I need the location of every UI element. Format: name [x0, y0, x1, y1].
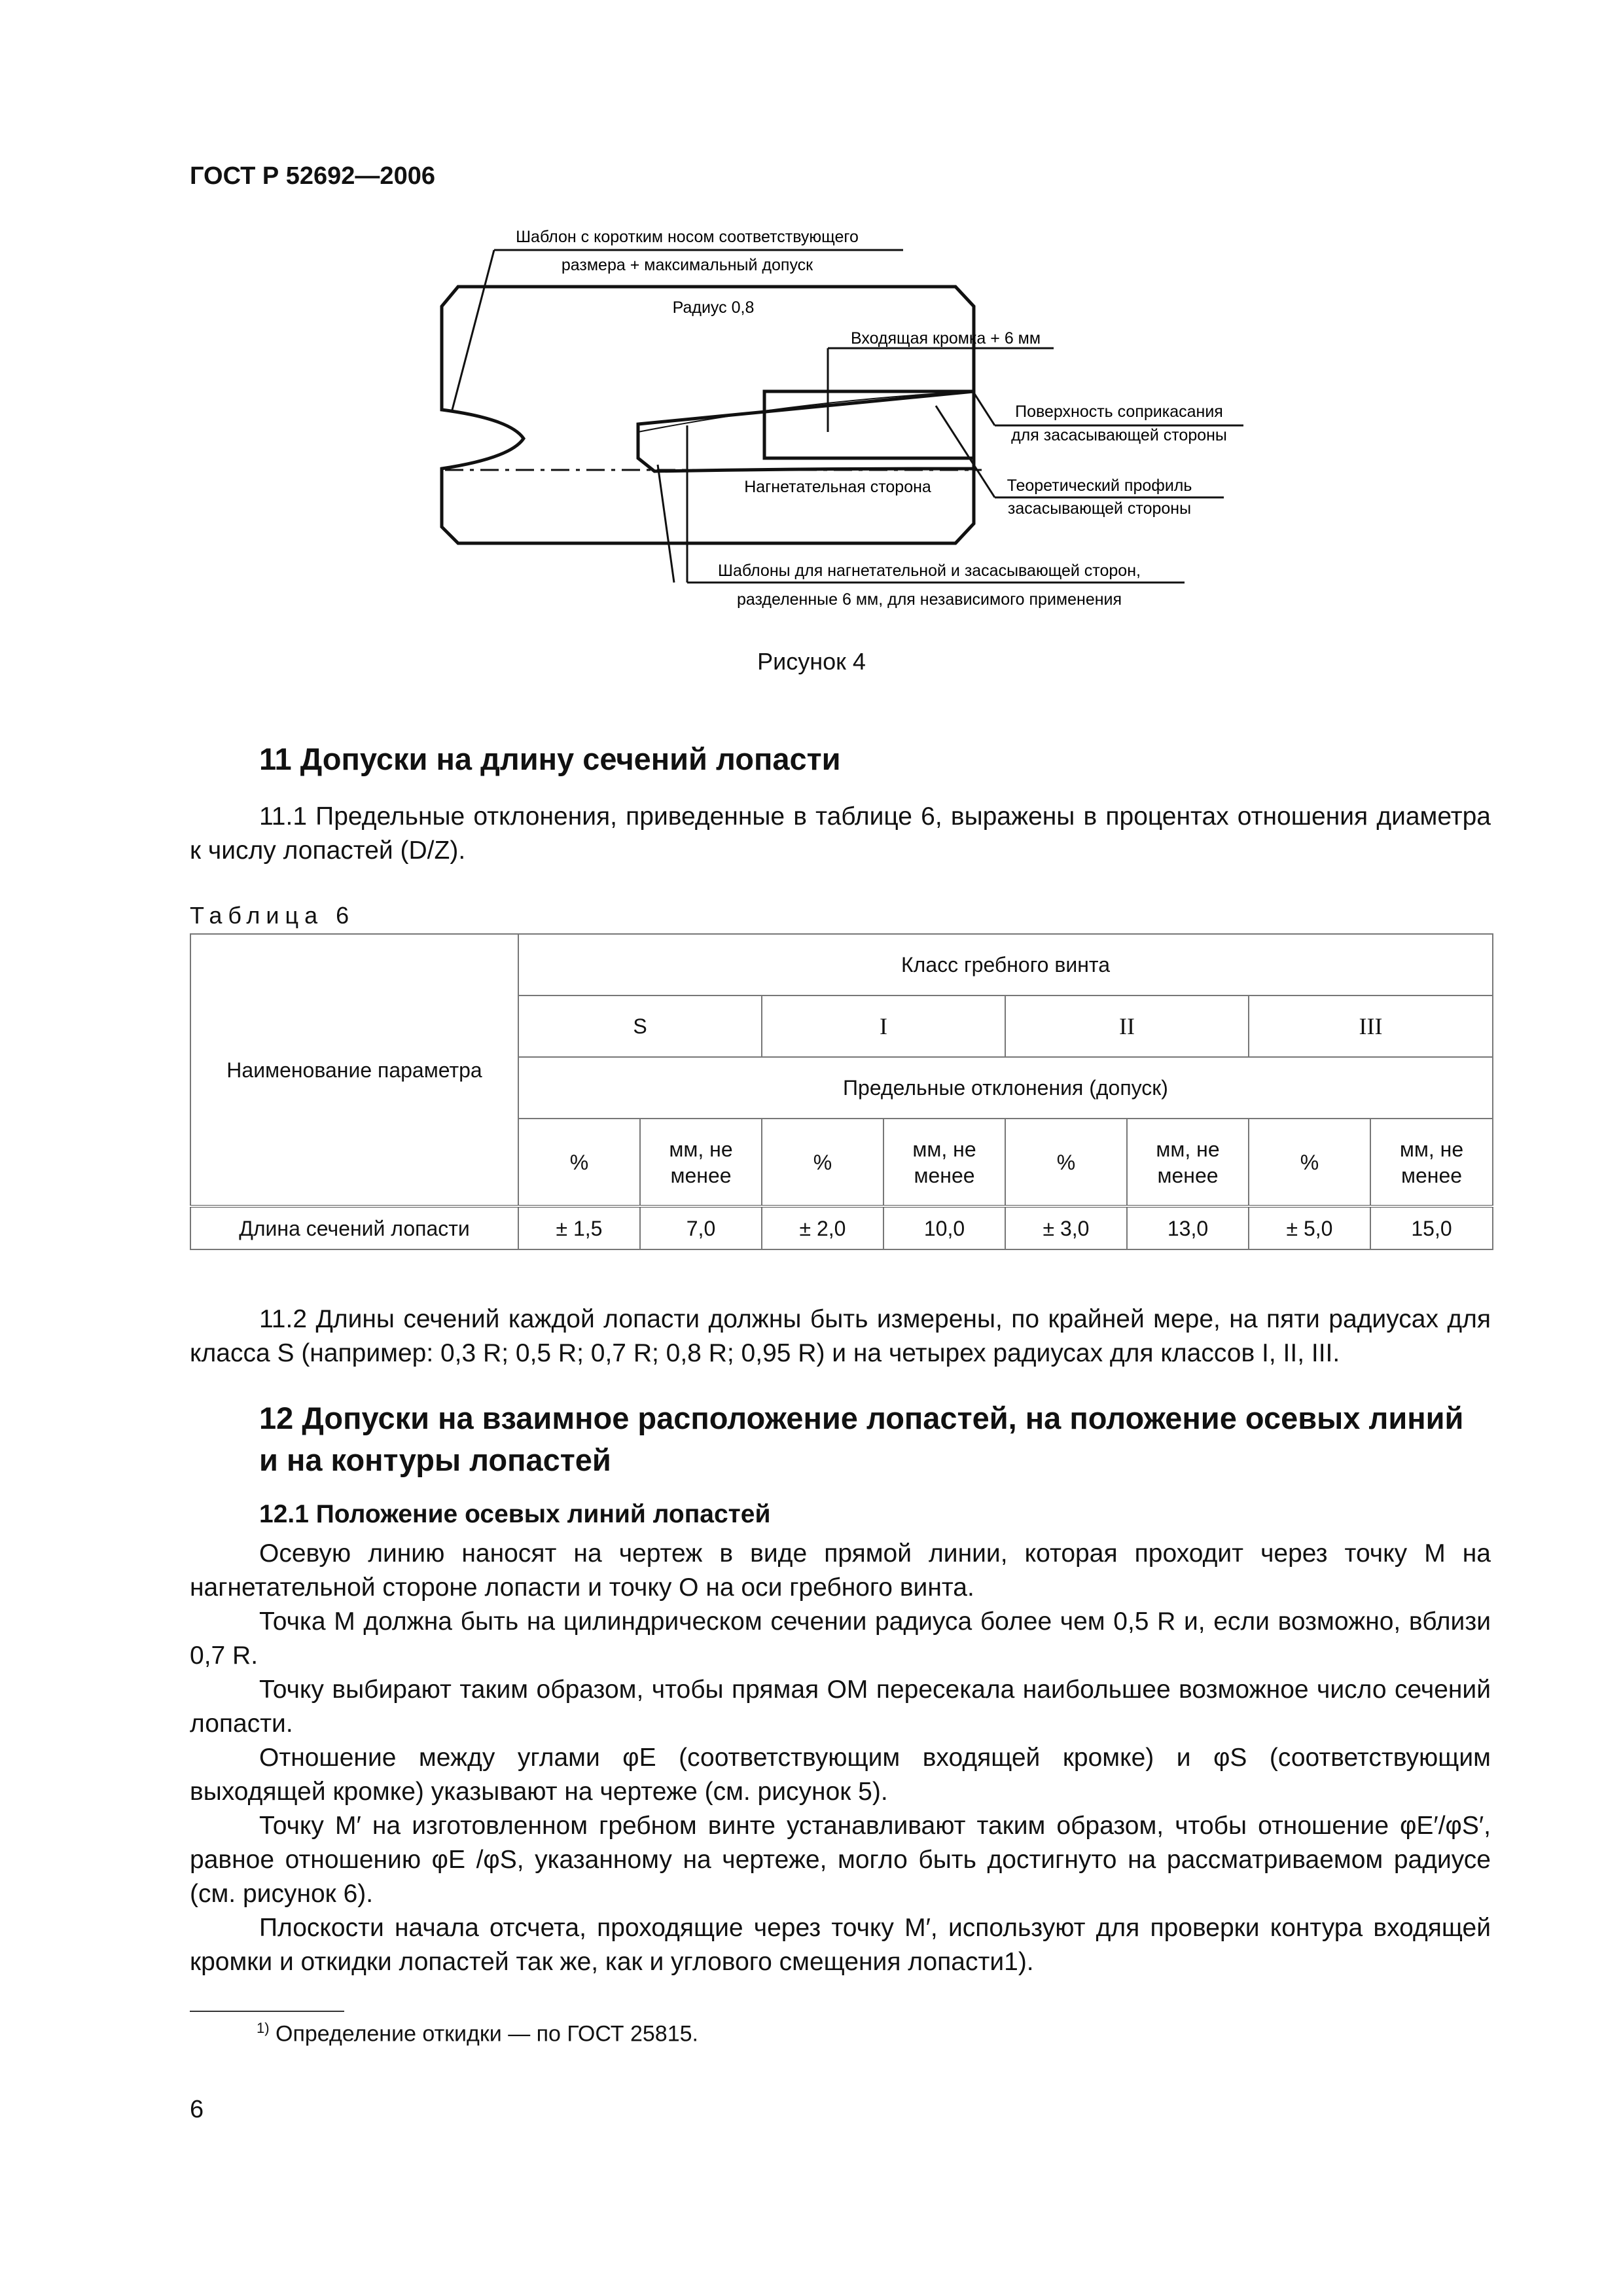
cell: 7,0: [640, 1206, 762, 1249]
paragraph: Осевую линию наносят на чертеж в виде прямой линии, которая проходит через точку M на нагнетательной стороне лопасти и точку O на оси гребного винта.: [190, 1539, 1491, 1602]
paragraph: Точку выбирают таким образом, чтобы прямая OM пересекала наибольшее возможное число сечений лопасти.: [190, 1676, 1491, 1738]
label-templates-2: разделенные 6 мм, для независимого применения: [736, 590, 1122, 609]
class-i: I: [762, 996, 1005, 1057]
paragraph: Точка M должна быть на цилиндрическом сечении радиуса более чем 0,5 R и, если возможно, вблизи 0,7 R.: [190, 1607, 1491, 1670]
sub-pct: %: [1249, 1119, 1370, 1206]
sub-mm: мм, не менее: [640, 1119, 762, 1206]
subsection-12-1-title: 12.1 Положение осевых линий лопастей: [259, 1500, 771, 1528]
leader-profile: [936, 406, 995, 497]
label-short-nose-1: Шаблон с коротким носом соответствующего: [516, 228, 859, 246]
class-ii: II: [1005, 996, 1249, 1057]
label-contact-surface-1: Поверхность соприкасания: [1015, 403, 1223, 421]
template-outline: [442, 287, 974, 543]
paragraph: Точку M′ на изготовленном гребном винте устанавливают таким образом, чтобы отношение φE′/φS′, равное отношению φE /φS, указанному на чертеже, могло быть достигнуто на рассматриваемом радиусе (см. рисунок 6).: [190, 1812, 1491, 1908]
sub-pct: %: [1005, 1119, 1127, 1206]
footnote-separator: [190, 2011, 344, 2012]
label-contact-surface-2: для засасывающей стороны: [1011, 426, 1227, 444]
figure-4: [0, 0, 1623, 655]
section-11-title: 11 Допуски на длину сечений лопасти: [259, 742, 841, 776]
section-12-body: [190, 1537, 1491, 1979]
leader-contact: [974, 393, 995, 425]
sub-mm: мм, не менее: [1370, 1119, 1493, 1206]
paragraph-11-2: 11.2 Длины сечений каждой лопасти должны быть измерены, по крайней мере, на пяти радиусах для класса S (например: 0,3 R; 0,5 R; 0,7 R; 0,8 R; 0,95 R) и на четырех радиусах для классов I, II, III.: [190, 1305, 1491, 1367]
cell: 15,0: [1370, 1206, 1493, 1249]
label-radius: Радиус 0,8: [672, 298, 755, 317]
paragraph: Отношение между углами φE (соответствующим входящей кромке) и φS (соответствующим выходящей кромке) указывают на чертеже (см. рисунок 5).: [190, 1744, 1491, 1806]
cell: ± 1,5: [518, 1206, 640, 1249]
table-header-class: Класс гребного винта: [518, 934, 1493, 996]
label-short-nose-2: размера + максимальный допуск: [561, 256, 813, 274]
table-header-tolerance: Предельные отклонения (допуск): [518, 1057, 1493, 1119]
paragraph-11-1: 11.1 Предельные отклонения, приведенные в таблице 6, выражены в процентах отношения диаметра к числу лопастей (D/Z).: [190, 802, 1491, 865]
label-pressure-side: Нагнетательная сторона: [744, 478, 931, 496]
table-header-param: Наименование параметра: [190, 934, 518, 1206]
class-iii: III: [1249, 996, 1493, 1057]
leader-templates-1: [658, 465, 674, 583]
table-caption: Таблица 6: [190, 902, 355, 929]
paragraph: Плоскости начала отсчета, проходящие через точку M′, используют для проверки контура входящей кромки и откидки лопастей так же, как и углового смещения лопасти1).: [190, 1914, 1491, 1976]
cell: 10,0: [883, 1206, 1005, 1249]
cell: ± 3,0: [1005, 1206, 1127, 1249]
sub-mm: мм, не менее: [1127, 1119, 1249, 1206]
figure-caption: Рисунок 4: [757, 648, 866, 675]
cell: 13,0: [1127, 1206, 1249, 1249]
row-label: Длина сечений лопасти: [190, 1206, 518, 1249]
cell: ± 5,0: [1249, 1206, 1370, 1249]
label-leading-edge: Входящая кромка + 6 мм: [850, 329, 1041, 348]
label-profile-1: Теоретический профиль: [1007, 476, 1192, 495]
label-templates-1: Шаблоны для нагнетательной и засасывающей сторон,: [718, 562, 1141, 580]
sub-mm: мм, не менее: [883, 1119, 1005, 1206]
sub-pct: %: [762, 1119, 883, 1206]
page-number: 6: [190, 2096, 204, 2123]
footnote: $^{1)}$ Определение откидки — по ГОСТ 25815.: [257, 2020, 698, 2047]
sub-pct: %: [518, 1119, 640, 1206]
section-12-title: 12 Допуски на взаимное расположение лопастей, на положение осевых линий и на контуры лопастей: [259, 1401, 1464, 1477]
class-s: S: [518, 996, 762, 1057]
document-id: ГОСТ Р 52692—2006: [190, 162, 435, 190]
table-6: [190, 933, 1493, 1250]
leader-short-nose: [452, 250, 494, 412]
cell: ± 2,0: [762, 1206, 883, 1249]
label-profile-2: засасывающей стороны: [1007, 499, 1192, 518]
